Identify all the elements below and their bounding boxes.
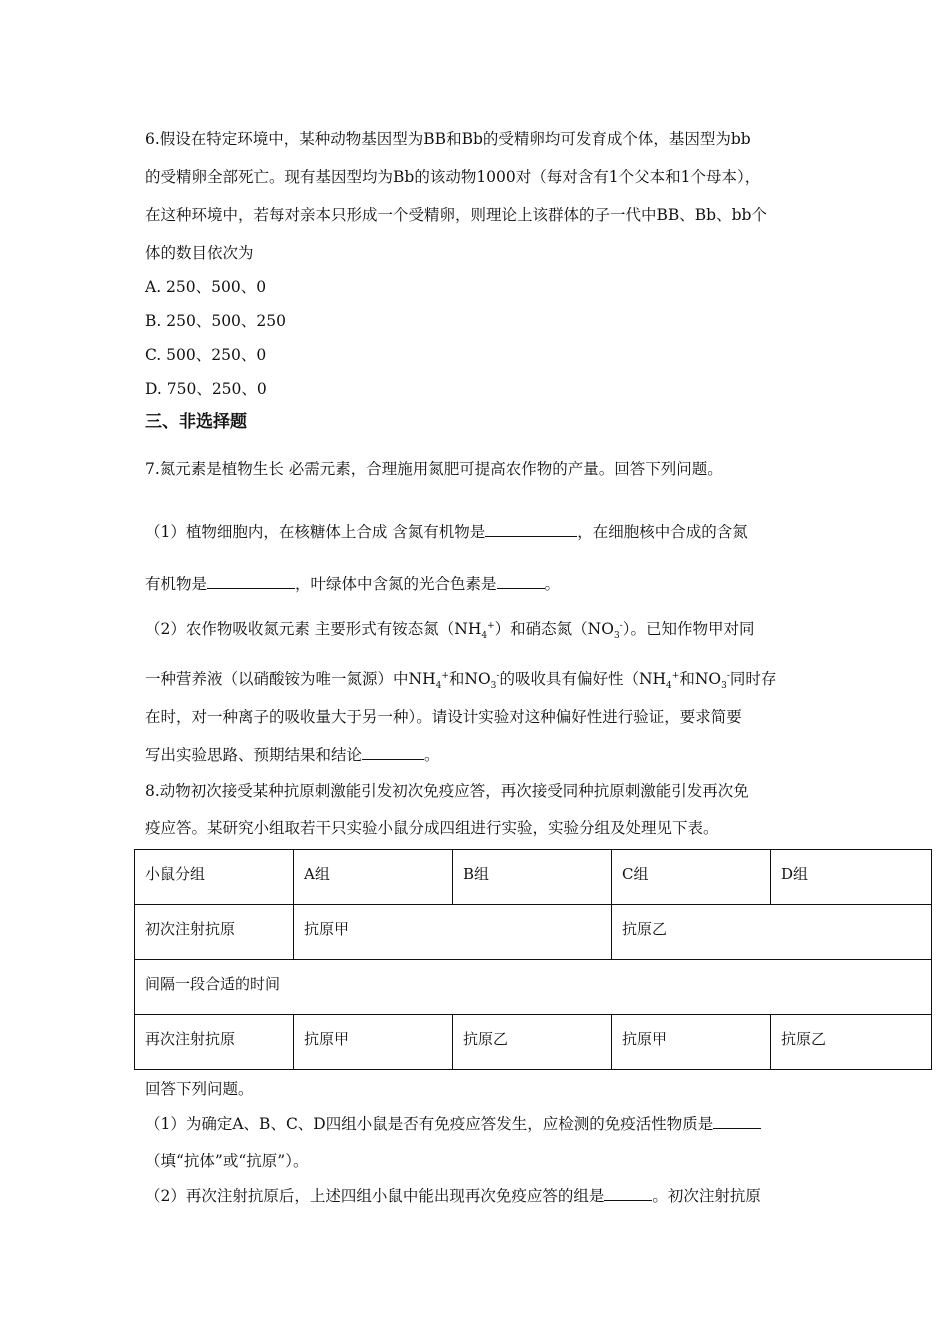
- superscript-plus: +: [441, 670, 449, 681]
- q8-sub1-text-a: （1）为确定A、B、C、D四组小鼠是否有免疫应答发生，应检测的免疫活性物质是: [145, 1115, 714, 1133]
- q7-part1-line1: [145, 521, 748, 543]
- q8-sub2-line1: [145, 1185, 761, 1207]
- table-row: [135, 905, 932, 960]
- table-cell: 抗原乙: [771, 1015, 932, 1070]
- q7-part2-text-g: 和NO: [679, 670, 722, 688]
- table-cell: 抗原甲: [294, 905, 612, 960]
- q8-stem-line-1: 8.动物初次接受某种抗原刺激能引发初次免疫应答，再次接受同种抗原刺激能引发再次免: [145, 782, 749, 800]
- q8-answer-prompt: 回答下列问题。: [145, 1080, 254, 1098]
- subscript-3: 3: [490, 681, 497, 692]
- table-row: [135, 1015, 932, 1070]
- q7-part2-line4: [145, 744, 440, 766]
- q6-stem-line-4: 体的数目依次为: [145, 244, 254, 262]
- q7-part1-text-b: ，在细胞核中合成的含氮: [577, 523, 748, 541]
- q7-part2-text-d: 一种营养液（以硝酸铵为唯一氮源）中NH: [145, 670, 436, 688]
- table-cell: 抗原乙: [453, 1015, 612, 1070]
- answer-blank-2[interactable]: [207, 574, 295, 589]
- q7-part2-text-c: ）。已知作物甲对同: [622, 620, 755, 638]
- table-header-cell: D组: [771, 850, 932, 905]
- q6-option-c[interactable]: C. 500、250、0: [145, 346, 267, 364]
- subscript-4: 4: [666, 681, 672, 692]
- table-header-cell: C组: [612, 850, 771, 905]
- q6-option-b[interactable]: B. 250、500、250: [145, 312, 286, 330]
- q7-part2-text-e: 和NO: [448, 670, 491, 688]
- superscript-minus: -: [619, 620, 623, 631]
- table-cell: 抗原甲: [294, 1015, 453, 1070]
- q7-part2-text-h: 同时存: [729, 670, 777, 688]
- q7-part1-text-d: ，叶绿体中含氮的光合色素是: [295, 575, 497, 593]
- q7-part2-text-i: 写出实验思路、预期结果和结论: [145, 746, 363, 764]
- q7-part2-line3: 在时，对一种离子的吸收量大于另一种）。请设计实验对这种偏好性进行验证，要求简要: [145, 708, 742, 726]
- answer-blank-4[interactable]: [362, 745, 424, 760]
- q8-sub2-text-b: 。初次注射抗原: [652, 1187, 761, 1205]
- table-row: [135, 850, 932, 905]
- superscript-minus: -: [726, 670, 730, 681]
- q7-part1-line2: [145, 573, 560, 595]
- q7-part2-line2: [145, 668, 776, 690]
- q7-part2-text-j: 。: [424, 746, 440, 764]
- q6-option-d[interactable]: D. 750、250、0: [145, 380, 267, 398]
- q7-part2-text-a: （2）农作物吸收氮元素 主要形式有铵态氮（NH: [145, 620, 482, 638]
- table-row: [135, 960, 932, 1015]
- table-header-cell: B组: [453, 850, 612, 905]
- table-cell: 抗原乙: [612, 905, 932, 960]
- table-cell: 间隔一段合适的时间: [135, 960, 932, 1015]
- subscript-3: 3: [613, 631, 620, 642]
- table-cell: 抗原甲: [612, 1015, 771, 1070]
- q7-stem: 7.氮元素是植物生长 必需元素，合理施用氮肥可提高农作物的产量。回答下列问题。: [145, 460, 723, 478]
- q8-sub2-text-a: （2）再次注射抗原后，上述四组小鼠中能出现再次免疫应答的组是: [145, 1187, 605, 1205]
- q7-part2-text-b: ）和硝态氮（NO: [494, 620, 614, 638]
- section-title: 三、非选择题: [145, 412, 247, 432]
- q7-part1-text-c: 有机物是: [145, 575, 208, 593]
- experiment-table: [134, 849, 932, 1070]
- table-header-cell: 小鼠分组: [135, 850, 294, 905]
- q7-part1-text-e: 。: [544, 575, 561, 593]
- table-cell: 初次注射抗原: [135, 905, 294, 960]
- q6-stem-line-1: 6.假设在特定环境中，某种动物基因型为BB和Bb的受精卵均可发育成个体，基因型为bb: [145, 130, 751, 148]
- superscript-plus: +: [487, 620, 495, 631]
- table-header-cell: A组: [294, 850, 453, 905]
- q7-part2-text-f: 的吸收具有偏好性（NH: [499, 670, 667, 688]
- answer-blank-1[interactable]: [485, 522, 577, 537]
- q8-sub1-line2: （填“抗体”或“抗原”）。: [145, 1152, 309, 1170]
- q6-stem-line-2: 的受精卵全部死亡。现有基因型均为Bb的该动物1000对（每对含有1个父本和1个母本），: [145, 168, 761, 186]
- subscript-4: 4: [435, 681, 442, 692]
- q7-part1-text-a: （1）植物细胞内，在核糖体上合成 含氮有机物是: [145, 523, 486, 541]
- table-cell: 再次注射抗原: [135, 1015, 294, 1070]
- q6-option-a[interactable]: A. 250、500、0: [145, 278, 267, 296]
- answer-blank-5[interactable]: [713, 1114, 761, 1129]
- answer-blank-3[interactable]: [497, 574, 545, 589]
- q8-stem-line-2: 疫应答。某研究小组取若干只实验小鼠分成四组进行实验，实验分组及处理见下表。: [145, 819, 719, 837]
- q6-stem-line-3: 在这种环境中，若每对亲本只形成一个受精卵，则理论上该群体的子一代中BB、Bb、bb个: [145, 206, 767, 224]
- superscript-plus: +: [671, 670, 680, 681]
- subscript-3: 3: [721, 681, 727, 692]
- answer-blank-6[interactable]: [604, 1186, 652, 1201]
- q8-sub1-line1: [145, 1113, 761, 1135]
- q7-part2-line1: [145, 618, 754, 640]
- subscript-4: 4: [481, 631, 488, 642]
- superscript-minus: -: [496, 670, 500, 681]
